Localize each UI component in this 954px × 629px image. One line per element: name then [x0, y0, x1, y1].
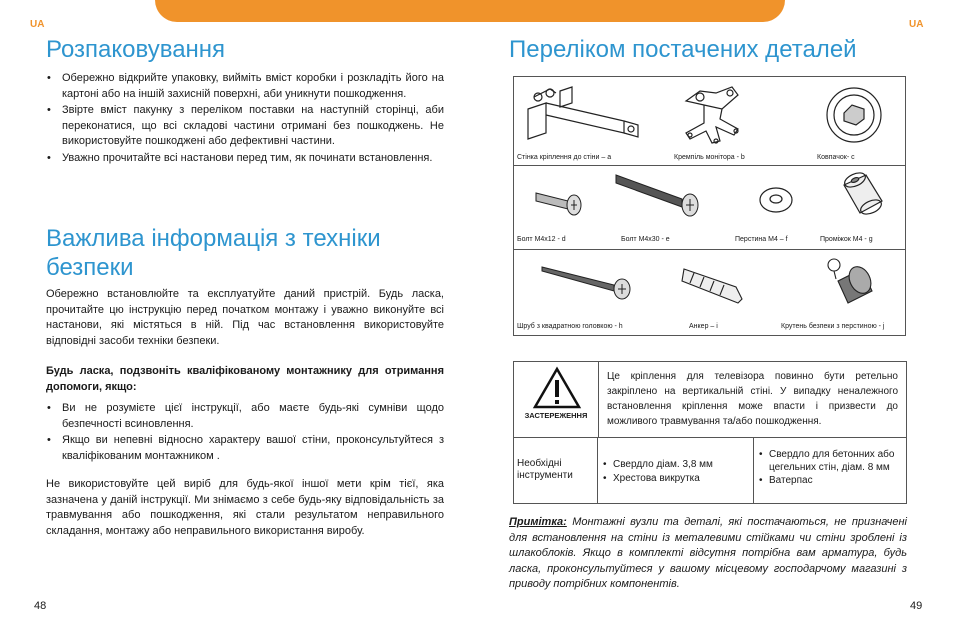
- contact-heading: Будь ласка, подзвоніть кваліфікованому монтажнику для отримання допомоги, якщо:: [46, 365, 444, 393]
- part-caption-c: Ковпачок- c: [817, 154, 855, 161]
- part-caption-a: Стінка кріплення до стіни – a: [517, 154, 612, 161]
- warning-table: [513, 361, 907, 504]
- bolt-long-icon: [614, 171, 704, 219]
- safety-paragraph: Обережно встановлюйте та експлуатуйте даний пристрій. Будь ласка, прочитайте цю інструкцію перед початком монтажу і уважно виконуйте всі настанови, які містяться в ній. Під час встановлення використовуйте відповідні засоби техніки безпеки.: [46, 288, 444, 347]
- bolt-short-icon: [534, 183, 584, 217]
- contact-item: • Ви не розумієте цієї інструкції, або маєте будь-які сумніви щодо безпечності всиновлення.: [46, 401, 444, 432]
- tool-item: • Свердло для бетонних або цегельних стін, діам. 8 мм: [759, 448, 902, 474]
- header-tab: [155, 0, 785, 22]
- security-knob-icon: [816, 251, 880, 311]
- unpack-list-wrap: [46, 71, 444, 168]
- note-label: Примітка:: [509, 516, 567, 528]
- tools-middle: [599, 438, 754, 503]
- part-caption-g: Проміжок М4 - g: [820, 236, 873, 243]
- part-caption-j: Крутень безпеки з перстиною - j: [781, 323, 885, 330]
- part-caption-b: Кремпіль монітора - b: [674, 154, 745, 161]
- monitor-bracket-icon: [676, 83, 758, 147]
- part-caption-h: Шруб з квадратною головкою - h: [517, 323, 623, 330]
- spacer-icon: [836, 171, 888, 219]
- tools-right-list: [759, 448, 902, 487]
- tools-right: [755, 438, 906, 503]
- unpack-item: • Уважно прочитайте всі настанови перед тим, як починати встановлення.: [46, 151, 444, 167]
- unpack-title: Розпаковування: [46, 36, 226, 63]
- parts-row-3: [514, 249, 905, 335]
- part-caption-i: Анкер – i: [689, 323, 718, 330]
- unpack-list: [46, 71, 444, 167]
- anchor-icon: [680, 259, 756, 305]
- tools-middle-list: [603, 458, 749, 486]
- contact-list-wrap: [46, 401, 444, 465]
- note-text: Монтажні вузли та деталі, які постачаються, не призначені для встановлення на стіни із металевими стійками чи стіни зроблені із шлакоблоків. Якщо в комплекті відсутня потрібна вам арматура, будь ласка, проконсультуйтеся у вашому місцевому господарчому магазині з приводу потрібних компонентів.: [509, 516, 907, 591]
- page-number-right: 49: [910, 600, 923, 612]
- safety-title: Важлива інформація з техніки безпеки: [46, 225, 381, 281]
- tool-item: • Хрестова викрутка: [603, 472, 749, 486]
- warning-triangle-icon: [532, 366, 582, 410]
- parts-grid: [513, 76, 906, 336]
- note-paragraph: [509, 515, 907, 593]
- parts-row-1: [514, 77, 905, 166]
- wall-bracket-icon: [520, 81, 648, 145]
- tool-item: • Ватерпас: [759, 474, 902, 487]
- part-caption-f: Перстина М4 – f: [735, 236, 788, 243]
- lang-label-left: UA: [30, 19, 45, 30]
- lang-label-right: UA: [909, 19, 924, 30]
- part-caption-e: Болт М4х30 - e: [621, 236, 670, 243]
- disclaimer-paragraph: Не використовуйте цей виріб для будь-якої іншої мети крім тієї, яка зазначена у даній інструкції. Ми знімаємо з себе будь-яку відповідальність за травмування або пошкодження, які стали результатом неправильного складання, монтажу або неправильного використання виробу.: [46, 478, 444, 537]
- part-caption-d: Болт М4х12 - d: [517, 236, 566, 243]
- cap-icon: [822, 83, 886, 147]
- page-number-left: 48: [34, 600, 47, 612]
- warning-label: ЗАСТЕРЕЖЕННЯ: [524, 411, 588, 420]
- warning-cell: [514, 362, 599, 437]
- washer-icon: [758, 185, 794, 215]
- contact-list: [46, 401, 444, 464]
- parts-title: Переліком постачених деталей: [509, 36, 857, 63]
- unpack-item: • Звірте вміст пакунку з переліком поставки на наступній сторінці, аби переконатися, що всі складові частини отримані без пошкоджень. Не використовуйте пошкоджені або дефективні частини.: [46, 103, 444, 150]
- unpack-item: • Обережно відкрийте упаковку, вийміть вміст коробки і розкладіть його на картоні або на іншій захисній поверхні, аби уникнути пошкодження.: [46, 71, 444, 102]
- contact-item: • Якщо ви непевні відносно характеру вашої стіни, проконсультуйтеся з кваліфікованим монтажником .: [46, 433, 444, 464]
- screw-icon: [540, 261, 636, 301]
- tools-label: Необхідні інструменти: [514, 438, 598, 503]
- warning-text: Це кріплення для телевізора повинно бути ретельно закріплено на вертикальній стіні. У випадку неналежного встановлення кріплення може впасти і призвести до можливого травмування та/або пошкодження.: [607, 371, 898, 427]
- parts-row-2: [514, 165, 905, 250]
- tool-item: • Свердло діам. 3,8 мм: [603, 458, 749, 472]
